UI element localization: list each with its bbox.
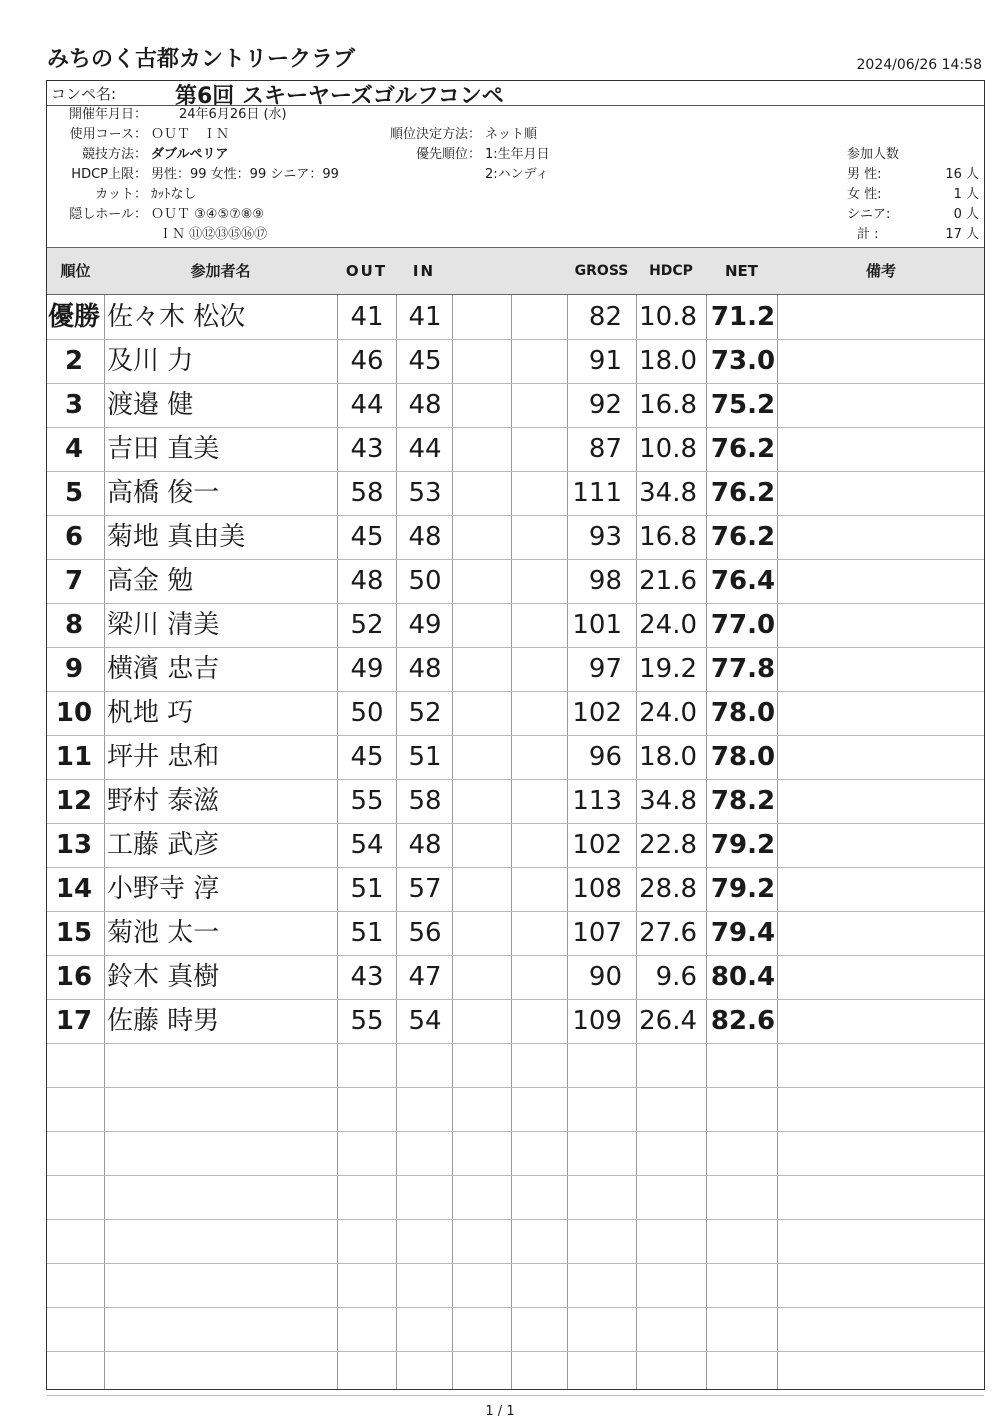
table-row: [47, 603, 984, 648]
cell-out: 58: [350, 478, 384, 508]
cell-name: 佐藤 時男: [107, 1006, 220, 1036]
priority-1: 1:生年月日: [485, 147, 550, 162]
club-name: みちのく古都カントリークラブ: [47, 47, 356, 72]
date-label: 開催年月日：: [68, 107, 147, 122]
table-row: [47, 955, 984, 1000]
cell-gross: 107: [572, 918, 622, 948]
hidden-holes-in: ＩＮ ⑪⑫⑬⑮⑯⑰: [159, 227, 268, 242]
cell-net: 78.0: [710, 742, 776, 772]
table-row: [47, 999, 984, 1044]
table-row: [47, 779, 984, 824]
cell-hdcp: 16.8: [639, 390, 697, 420]
course-value: ＯＵＴ ＩＮ: [151, 127, 230, 142]
cell-in: 50: [408, 566, 442, 596]
cell-gross: 82: [588, 302, 622, 332]
cell-rank: 2: [64, 346, 84, 376]
cell-net: 79.2: [710, 874, 776, 904]
cut-label: カット：: [95, 187, 147, 202]
cell-hdcp: 10.8: [639, 434, 697, 464]
cell-hdcp: 18.0: [639, 346, 697, 376]
cell-out: 44: [350, 390, 384, 420]
order-value: ネット順: [485, 127, 538, 142]
cell-in: 52: [408, 698, 442, 728]
cell-rank: 優勝: [47, 302, 100, 332]
cell-gross: 90: [588, 962, 622, 992]
cell-gross: 113: [572, 786, 622, 816]
table-row: [47, 383, 984, 428]
table-row: [47, 735, 984, 780]
cell-net: 76.2: [710, 522, 776, 552]
cell-gross: 108: [572, 874, 622, 904]
cell-out: 50: [350, 698, 384, 728]
cell-out: 43: [350, 962, 384, 992]
cell-out: 43: [350, 434, 384, 464]
page-number: 1 / 1: [485, 1404, 515, 1419]
cell-out: 55: [350, 786, 384, 816]
cell-gross: 102: [572, 830, 622, 860]
cell-net: 71.2: [710, 302, 776, 332]
cell-in: 44: [408, 434, 442, 464]
empty-row: [47, 1087, 984, 1132]
priority-label: 優先順位：: [415, 147, 481, 162]
cell-in: 58: [408, 786, 442, 816]
cell-gross: 111: [572, 478, 622, 508]
cell-hdcp: 18.0: [639, 742, 697, 772]
cell-name: 梁川 清美: [107, 610, 220, 640]
cell-gross: 109: [572, 1006, 622, 1036]
cell-gross: 101: [572, 610, 622, 640]
empty-row: [47, 1351, 984, 1396]
cell-name: 杋地 巧: [107, 698, 194, 728]
cell-rank: 6: [64, 522, 84, 552]
compe-title-row: [47, 81, 984, 109]
cell-in: 53: [408, 478, 442, 508]
info-middle: [377, 125, 550, 185]
cell-gross: 97: [588, 654, 622, 684]
cell-hdcp: 34.8: [639, 786, 697, 816]
table-row: [47, 691, 984, 736]
cell-rank: 10: [55, 698, 93, 728]
table-row: [47, 911, 984, 956]
col-net: NET: [724, 262, 759, 280]
table-row: [47, 295, 984, 340]
cell-name: 小野寺 淳: [107, 874, 220, 904]
col-gross: GROSS: [574, 263, 629, 279]
method-value: ダブルペリア: [151, 147, 229, 162]
cell-net: 76.2: [710, 434, 776, 464]
order-label: 順位決定方法：: [389, 127, 481, 142]
info-left: [51, 105, 339, 245]
cell-hdcp: 21.6: [639, 566, 697, 596]
cell-rank: 4: [64, 434, 84, 464]
total-count: 17 人: [945, 227, 979, 242]
empty-row: [47, 1043, 984, 1088]
cell-out: 51: [350, 918, 384, 948]
cell-gross: 96: [588, 742, 622, 772]
cell-out: 49: [350, 654, 384, 684]
cell-out: 45: [350, 742, 384, 772]
cell-rank: 7: [64, 566, 84, 596]
cell-hdcp: 34.8: [639, 478, 697, 508]
cell-gross: 93: [588, 522, 622, 552]
cell-hdcp: 28.8: [639, 874, 697, 904]
cell-in: 56: [408, 918, 442, 948]
cell-name: 菊池 太一: [107, 918, 220, 948]
cell-name: 野村 泰滋: [107, 786, 220, 816]
cell-in: 51: [408, 742, 442, 772]
cell-rank: 14: [55, 874, 93, 904]
empty-row: [47, 1219, 984, 1264]
cell-in: 45: [408, 346, 442, 376]
cell-gross: 98: [588, 566, 622, 596]
cell-rank: 13: [55, 830, 93, 860]
cell-name: 鈴木 真樹: [107, 962, 220, 992]
female-label: 女 性:: [847, 187, 882, 202]
print-timestamp: 2024/06/26 14:58: [856, 57, 982, 73]
table-row: [47, 471, 984, 516]
table-row: [47, 515, 984, 560]
total-label: 計 :: [857, 227, 879, 242]
cell-out: 45: [350, 522, 384, 552]
cell-out: 46: [350, 346, 384, 376]
table-row: [47, 427, 984, 472]
cell-name: 菊地 真由美: [107, 522, 246, 552]
cell-hdcp: 10.8: [639, 302, 697, 332]
cell-rank: 17: [55, 1006, 93, 1036]
empty-row: [47, 1175, 984, 1220]
cell-hdcp: 24.0: [639, 610, 697, 640]
compe-name: 第6回 スキーヤーズゴルフコンペ: [175, 84, 504, 109]
cell-net: 77.0: [710, 610, 776, 640]
cell-hdcp: 27.6: [639, 918, 697, 948]
table-row: [47, 867, 984, 912]
hidden-holes-out: ＯＵＴ ③④⑤⑦⑧⑨: [151, 207, 265, 222]
cell-in: 48: [408, 390, 442, 420]
col-remarks: 備考: [865, 262, 896, 280]
cell-out: 54: [350, 830, 384, 860]
cell-name: 高金 勉: [107, 566, 194, 596]
cell-name: 佐々木 松次: [107, 302, 246, 332]
col-rank: 順位: [60, 262, 91, 280]
participants-title: 参加人数: [847, 147, 900, 162]
table-row: [47, 823, 984, 868]
table-row: [47, 647, 984, 692]
cell-name: 工藤 武彦: [107, 830, 220, 860]
cell-name: 坪井 忠和: [107, 742, 220, 772]
cell-net: 79.2: [710, 830, 776, 860]
cell-out: 41: [350, 302, 384, 332]
male-label: 男 性:: [847, 167, 882, 182]
empty-row: [47, 1263, 984, 1308]
participants-block: [847, 145, 983, 245]
cell-net: 75.2: [710, 390, 776, 420]
cell-gross: 102: [572, 698, 622, 728]
cell-rank: 15: [55, 918, 93, 948]
cell-rank: 16: [55, 962, 93, 992]
course-label: 使用コース：: [69, 127, 147, 142]
cell-in: 41: [408, 302, 442, 332]
compe-label: コンペ名:: [51, 85, 117, 103]
female-count: 1 人: [953, 187, 979, 202]
senior-count: 0 人: [953, 207, 979, 222]
method-label: 競技方法：: [81, 147, 147, 162]
cell-rank: 5: [64, 478, 84, 508]
cell-rank: 8: [64, 610, 84, 640]
cell-in: 48: [408, 830, 442, 860]
cell-in: 57: [408, 874, 442, 904]
hdcp-limit-value: 男性：99 女性：99 シニア：99: [151, 167, 339, 182]
cell-gross: 87: [588, 434, 622, 464]
cell-hdcp: 24.0: [639, 698, 697, 728]
empty-row: [47, 1131, 984, 1176]
cell-hdcp: 22.8: [639, 830, 697, 860]
cell-net: 80.4: [710, 962, 776, 992]
cell-rank: 11: [55, 742, 93, 772]
priority-2: 2:ハンディ: [485, 167, 549, 182]
cell-name: 渡邉 健: [107, 390, 194, 420]
hdcp-limit-label: HDCP上限：: [71, 167, 147, 182]
col-in: IN: [412, 262, 436, 280]
cell-out: 48: [350, 566, 384, 596]
cell-out: 51: [350, 874, 384, 904]
col-hdcp: HDCP: [649, 263, 693, 279]
cell-net: 82.6: [710, 1006, 776, 1036]
cell-net: 77.8: [710, 654, 776, 684]
col-name: 参加者名: [190, 262, 251, 280]
cell-name: 横濱 忠吉: [107, 654, 220, 684]
cell-name: 及川 力: [107, 346, 194, 376]
cell-rank: 9: [64, 654, 84, 684]
cell-hdcp: 26.4: [639, 1006, 697, 1036]
cell-net: 73.0: [710, 346, 776, 376]
cell-hdcp: 19.2: [639, 654, 697, 684]
cell-rank: 3: [64, 390, 84, 420]
male-count: 16 人: [945, 167, 979, 182]
cell-in: 54: [408, 1006, 442, 1036]
cell-net: 76.4: [710, 566, 776, 596]
cell-net: 76.2: [710, 478, 776, 508]
cell-rank: 12: [55, 786, 93, 816]
col-out: OUT: [345, 262, 388, 280]
cell-hdcp: 9.6: [655, 962, 697, 992]
table-row: [47, 339, 984, 384]
hidden-holes-label: 隠しホール：: [69, 207, 147, 222]
cell-in: 48: [408, 522, 442, 552]
cell-name: 高橋 俊一: [107, 478, 220, 508]
table-header: [47, 247, 984, 295]
senior-label: シニア:: [847, 207, 891, 222]
date-value: 24年6月26日 (水): [179, 107, 287, 122]
cell-gross: 92: [588, 390, 622, 420]
cell-name: 吉田 直美: [107, 434, 220, 464]
table-row: [47, 559, 984, 604]
cell-net: 79.4: [710, 918, 776, 948]
cell-out: 52: [350, 610, 384, 640]
cell-in: 47: [408, 962, 442, 992]
results-sheet: [46, 80, 985, 1390]
cell-net: 78.0: [710, 698, 776, 728]
empty-row: [47, 1307, 984, 1352]
cut-value: ｶｯﾄなし: [151, 187, 197, 202]
cell-in: 48: [408, 654, 442, 684]
cell-gross: 91: [588, 346, 622, 376]
cell-out: 55: [350, 1006, 384, 1036]
cell-in: 49: [408, 610, 442, 640]
cell-hdcp: 16.8: [639, 522, 697, 552]
cell-net: 78.2: [710, 786, 776, 816]
